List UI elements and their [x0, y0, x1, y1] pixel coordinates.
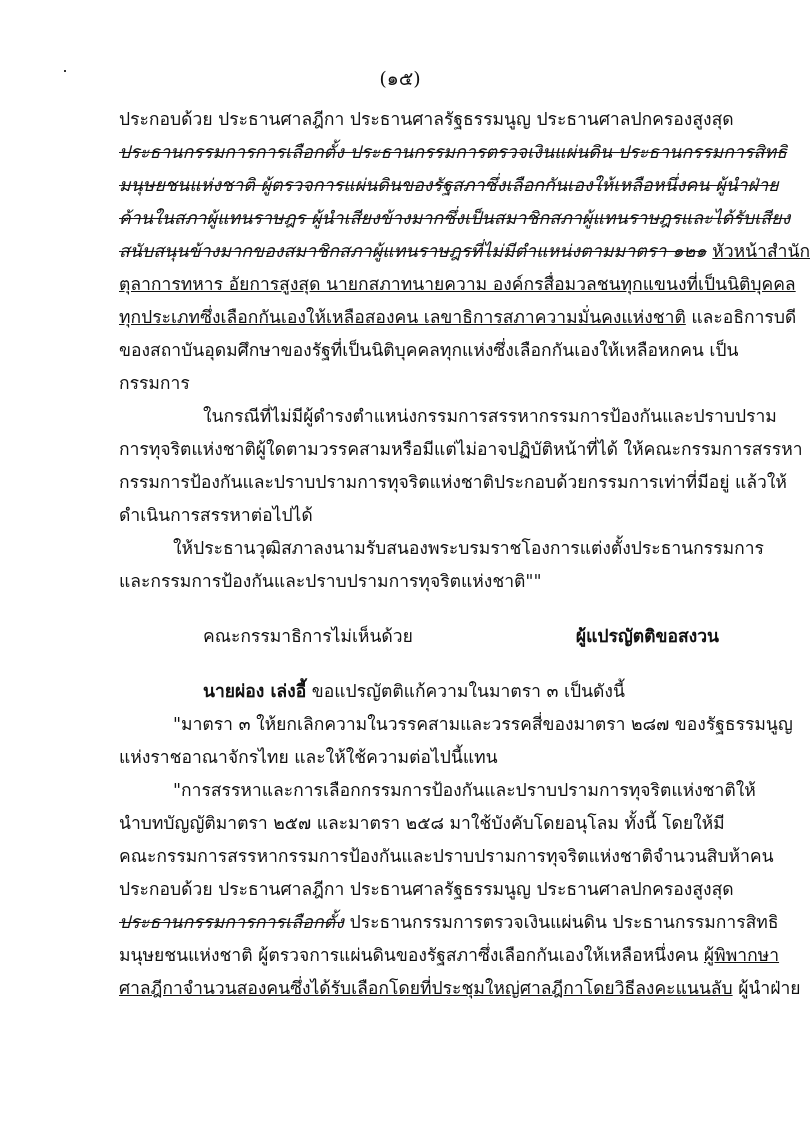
amendment-text: ขอแปรญัตติแก้ความในมาตรา ๓ เป็นดังนี้	[306, 682, 625, 702]
text-span: ของสถาบันอุดมศึกษาของรัฐที่เป็นนิติบุคคลทุกแห่งซึ่งเลือกกันเองให้เหลือหกคน เป็น	[119, 341, 739, 361]
text-line	[119, 973, 801, 1006]
text-line	[119, 137, 788, 170]
underlined-text: ทุกประเภทซึ่งเลือกกันเองให้เหลือสองคน เลขาธิการสภาความมั่นคงแห่งชาติ	[119, 308, 686, 328]
underlined-text: ศาลฎีกาจำนวนสองคนซึ่งได้รับเลือกโดยที่ประชุมใหญ่ศาลฎีกาโดยวิธีลงคะแนนลับ	[119, 979, 733, 999]
text-span: ประธานกรรมการตรวจเงินแผ่นดิน ประธานกรรมการสิทธิ	[344, 913, 779, 933]
text-line	[119, 203, 791, 236]
text-line	[119, 335, 739, 368]
text-span: คณะกรรมการสรรหากรรมการป้องกันและปราบปรามการทุจริตแห่งชาติจำนวนสิบห้าคน	[119, 847, 774, 867]
text-line	[119, 302, 797, 335]
struck-text: ค้านในสภาผู้แทนราษฎร ผู้นำเสียงข้างมากซึ่งเป็นสมาชิกสภาผู้แทนราษฎรและได้รับเสียง	[119, 209, 791, 229]
text-line	[119, 170, 779, 203]
text-line	[119, 104, 734, 137]
struck-text: ประธานกรรมการการเลือกตั้ง	[119, 913, 345, 933]
underlined-text: ตุลาการทหาร อัยการสูงสุด นายกสภาทนายความ องค์กรสื่อมวลชนทุกแขนงที่เป็นนิติบุคคล	[119, 275, 796, 295]
text-span: ประกอบด้วย ประธานศาลฎีกา ประธานศาลรัฐธรรมนูญ ประธานศาลปกครองสูงสุด	[119, 880, 734, 900]
amendment-heading	[119, 676, 719, 709]
text-span: มนุษยชนแห่งชาติ ผู้ตรวจการแผ่นดินของรัฐสภาซึ่งเลือกกันเองให้เหลือหนึ่งคน	[119, 946, 704, 966]
page-number: (๑๕)	[379, 68, 421, 90]
struck-text: ประธานกรรมการการเลือกตั้ง ประธานกรรมการตรวจเงินแผ่นดิน ประธานกรรมการสิทธิ	[119, 143, 788, 163]
text-line: ดำเนินการสรรหาต่อไปได้	[119, 506, 313, 526]
text-line	[119, 907, 779, 940]
amender-reserve: ผู้แปรญัตติขอสงวน	[575, 627, 719, 647]
text-line	[119, 368, 719, 401]
text-span: ผู้นำฝ่าย	[732, 979, 801, 999]
text-line: ในกรณีที่ไม่มีผู้ดำรงตำแหน่งกรรมการสรรหากรรมการป้องกันและปราบปราม	[203, 407, 777, 427]
amender-name: นายผ่อง เล่งอี้	[203, 682, 307, 702]
text-span: และอธิการบดี	[685, 308, 797, 328]
text-line: แห่งราชอาณาจักรไทย และให้ใช้ความต่อไปนี้แทน	[119, 748, 498, 768]
text-line	[119, 236, 810, 269]
text-line: ให้ประธานวุฒิสภาลงนามรับสนองพระบรมราชโองการแต่งตั้งประธานกรรมการ	[173, 539, 764, 559]
text-line	[119, 940, 780, 973]
paragraph-section3	[119, 709, 793, 775]
struck-text: มนุษยชนแห่งชาติ ผู้ตรวจการแผ่นดินของรัฐสภาซึ่งเลือกกันเองให้เหลือหนึ่งคน ผู้นำฝ่าย	[119, 176, 779, 196]
text-line	[119, 808, 725, 841]
text-span: "การสรรหาและการเลือกกรรมการป้องกันและปราบปรามการทุจริตแห่งชาติให้	[173, 781, 756, 801]
text-line	[119, 269, 796, 302]
struck-text: สนับสนุนข้างมากของสมาชิกสภาผู้แทนราษฎรที่ไม่มีตำแหน่งตามมาตรา ๑๒๑	[119, 242, 707, 262]
text-line: และกรรมการป้องกันและปราบปรามการทุจริตแห่งชาติ""	[119, 572, 542, 592]
text-line: "มาตรา ๓ ให้ยกเลิกความในวรรคสามและวรรคสี่ของมาตรา ๒๘๗ ของรัฐธรรมนูญ	[173, 715, 793, 735]
text-line	[119, 841, 774, 874]
text-line	[119, 775, 756, 808]
text-span: กรรมการ	[119, 374, 190, 394]
committee-disagree: คณะกรรมาธิการไม่เห็นด้วย	[203, 627, 413, 647]
text-span: ประกอบด้วย ประธานศาลฎีกา ประธานศาลรัฐธรรมนูญ ประธานศาลปกครองสูงสุด	[119, 110, 734, 130]
text-span: นำบทบัญญัติมาตรา ๒๕๗ และมาตรา ๒๕๘ มาใช้บังคับโดยอนุโลม ทั้งนี้ โดยให้มี	[119, 814, 725, 834]
text-line	[119, 874, 734, 907]
paragraph-committee-composition	[119, 104, 810, 401]
text-line: การทุจริตแห่งชาติผู้ใดตามวรรคสามหรือมีแต่ไม่อาจปฏิบัติหน้าที่ได้ ให้คณะกรรมการสรรหา	[119, 440, 803, 460]
underlined-text: ผู้พิพากษา	[703, 946, 780, 966]
document-body	[119, 104, 810, 1006]
text-line: กรรมการป้องกันและปราบปรามการทุจริตแห่งชาติประกอบด้วยกรรมการเท่าที่มีอยู่ แล้วให้	[119, 473, 787, 493]
paragraph-selection	[119, 775, 801, 1006]
underlined-text: หัวหน้าสำนัก	[712, 242, 810, 262]
paragraph-senate-president	[119, 533, 764, 599]
paragraph-vacancy	[119, 401, 803, 533]
committee-row	[119, 621, 719, 654]
